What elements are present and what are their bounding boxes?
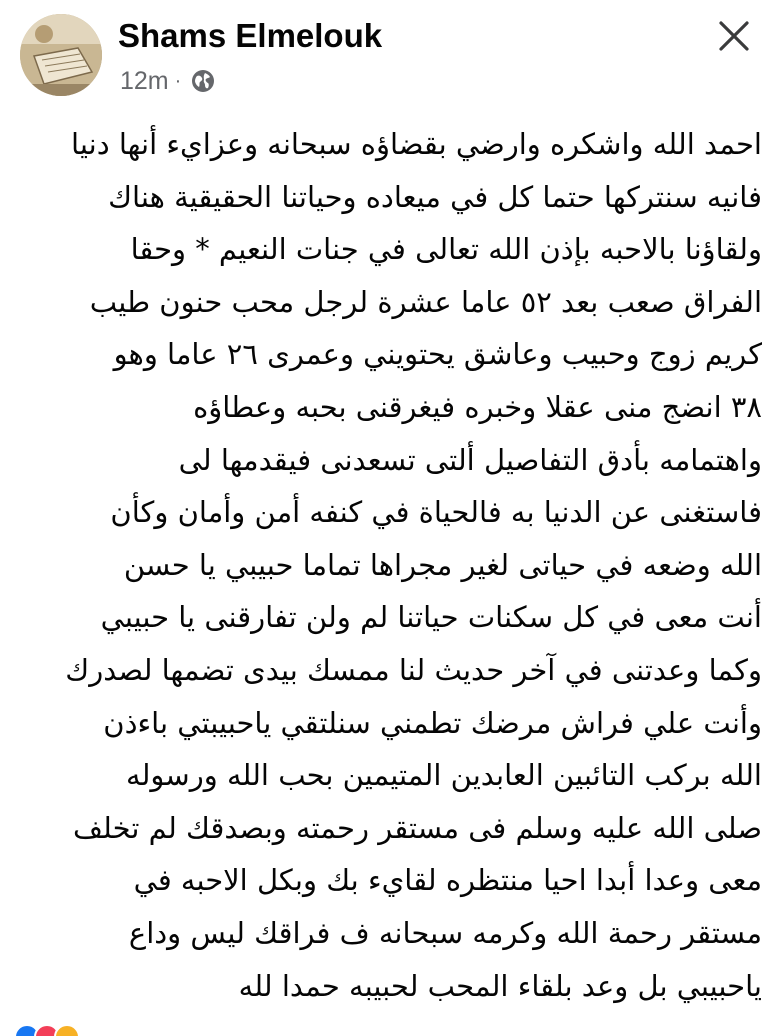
- post-header: [0, 0, 768, 110]
- post-text-line: مستقر رحمة الله وكرمه سبحانه ف فراقك ليس وداع: [128, 915, 762, 950]
- close-icon: [717, 19, 751, 53]
- post-timestamp[interactable]: 12m: [120, 66, 169, 95]
- post-text-line: ياحبيبي بل وعد بلقاء المحب لحبيبه حمدا لله: [238, 968, 762, 1003]
- post-text-line: الله بركب التائبين العابدين المتيمين بحب الله ورسوله: [126, 758, 762, 793]
- post-text-line: كريم زوج وحبيب وعاشق يحتويني وعمرى ٢٦ عاما وهو: [113, 337, 762, 372]
- post-text-line: وأنت علي فراش مرضك تطمني سنلتقي ياحبيبتي باءذن: [103, 705, 762, 740]
- post-text-line: واهتمامه بأدق التفاصيل ألتى تسعدنى فيقدمها لى: [178, 442, 762, 477]
- post-text-line: الفراق صعب بعد ٥٢ عاما عشرة لرجل محب حنون طيب: [89, 284, 762, 319]
- avatar-image: [20, 14, 102, 96]
- avatar[interactable]: [20, 14, 102, 96]
- post-text-line: وكما وعدتنى في آخر حديث لنا ممسك بيدى تضمها لصدرك: [65, 652, 762, 687]
- post-body: [14, 118, 762, 1012]
- globe-icon: [191, 69, 215, 93]
- close-button[interactable]: [710, 12, 758, 60]
- post-meta: [120, 66, 215, 96]
- post-text-line: معى وعدا أبدا احيا منتظره لقايء بك وبكل الاحبه في: [133, 863, 762, 898]
- meta-separator: ·: [174, 69, 182, 92]
- author-name[interactable]: Shams Elmelouk: [118, 17, 383, 54]
- post-text-line: احمد الله واشكره وارضي بقضاؤه سبحانه وعزايء أنها دنيا: [71, 127, 762, 161]
- care-reaction-icon: [54, 1024, 80, 1036]
- post-text-line: أنت معى في كل سكنات حياتنا لم ولن تفارقنى يا حبيبي: [100, 600, 762, 635]
- post-text-line: صلى الله عليه وسلم فى مستقر رحمته وبصدقك لم تخلف: [73, 810, 762, 845]
- post-text-line: ٣٨ انضج منى عقلا وخبره فيغرقنى بحبه وعطاؤه: [193, 389, 762, 424]
- post-text-line: فاستغنى عن الدنيا به فالحياة في كنفه أمن وأمان وكأن: [110, 495, 762, 530]
- post-text-line: الله وضعه في حياتى لغير مجراها تماما حبيبي يا حسن: [123, 547, 762, 582]
- post-text-line: فانيه سنتركها حتما كل في ميعاده وحياتنا الحقيقية هناك: [108, 179, 762, 214]
- reaction-icons[interactable]: [14, 1024, 74, 1036]
- post-text-line: ولقاؤنا بالاحبه بإذن الله تعالى في جنات النعيم * وحقا: [130, 232, 762, 267]
